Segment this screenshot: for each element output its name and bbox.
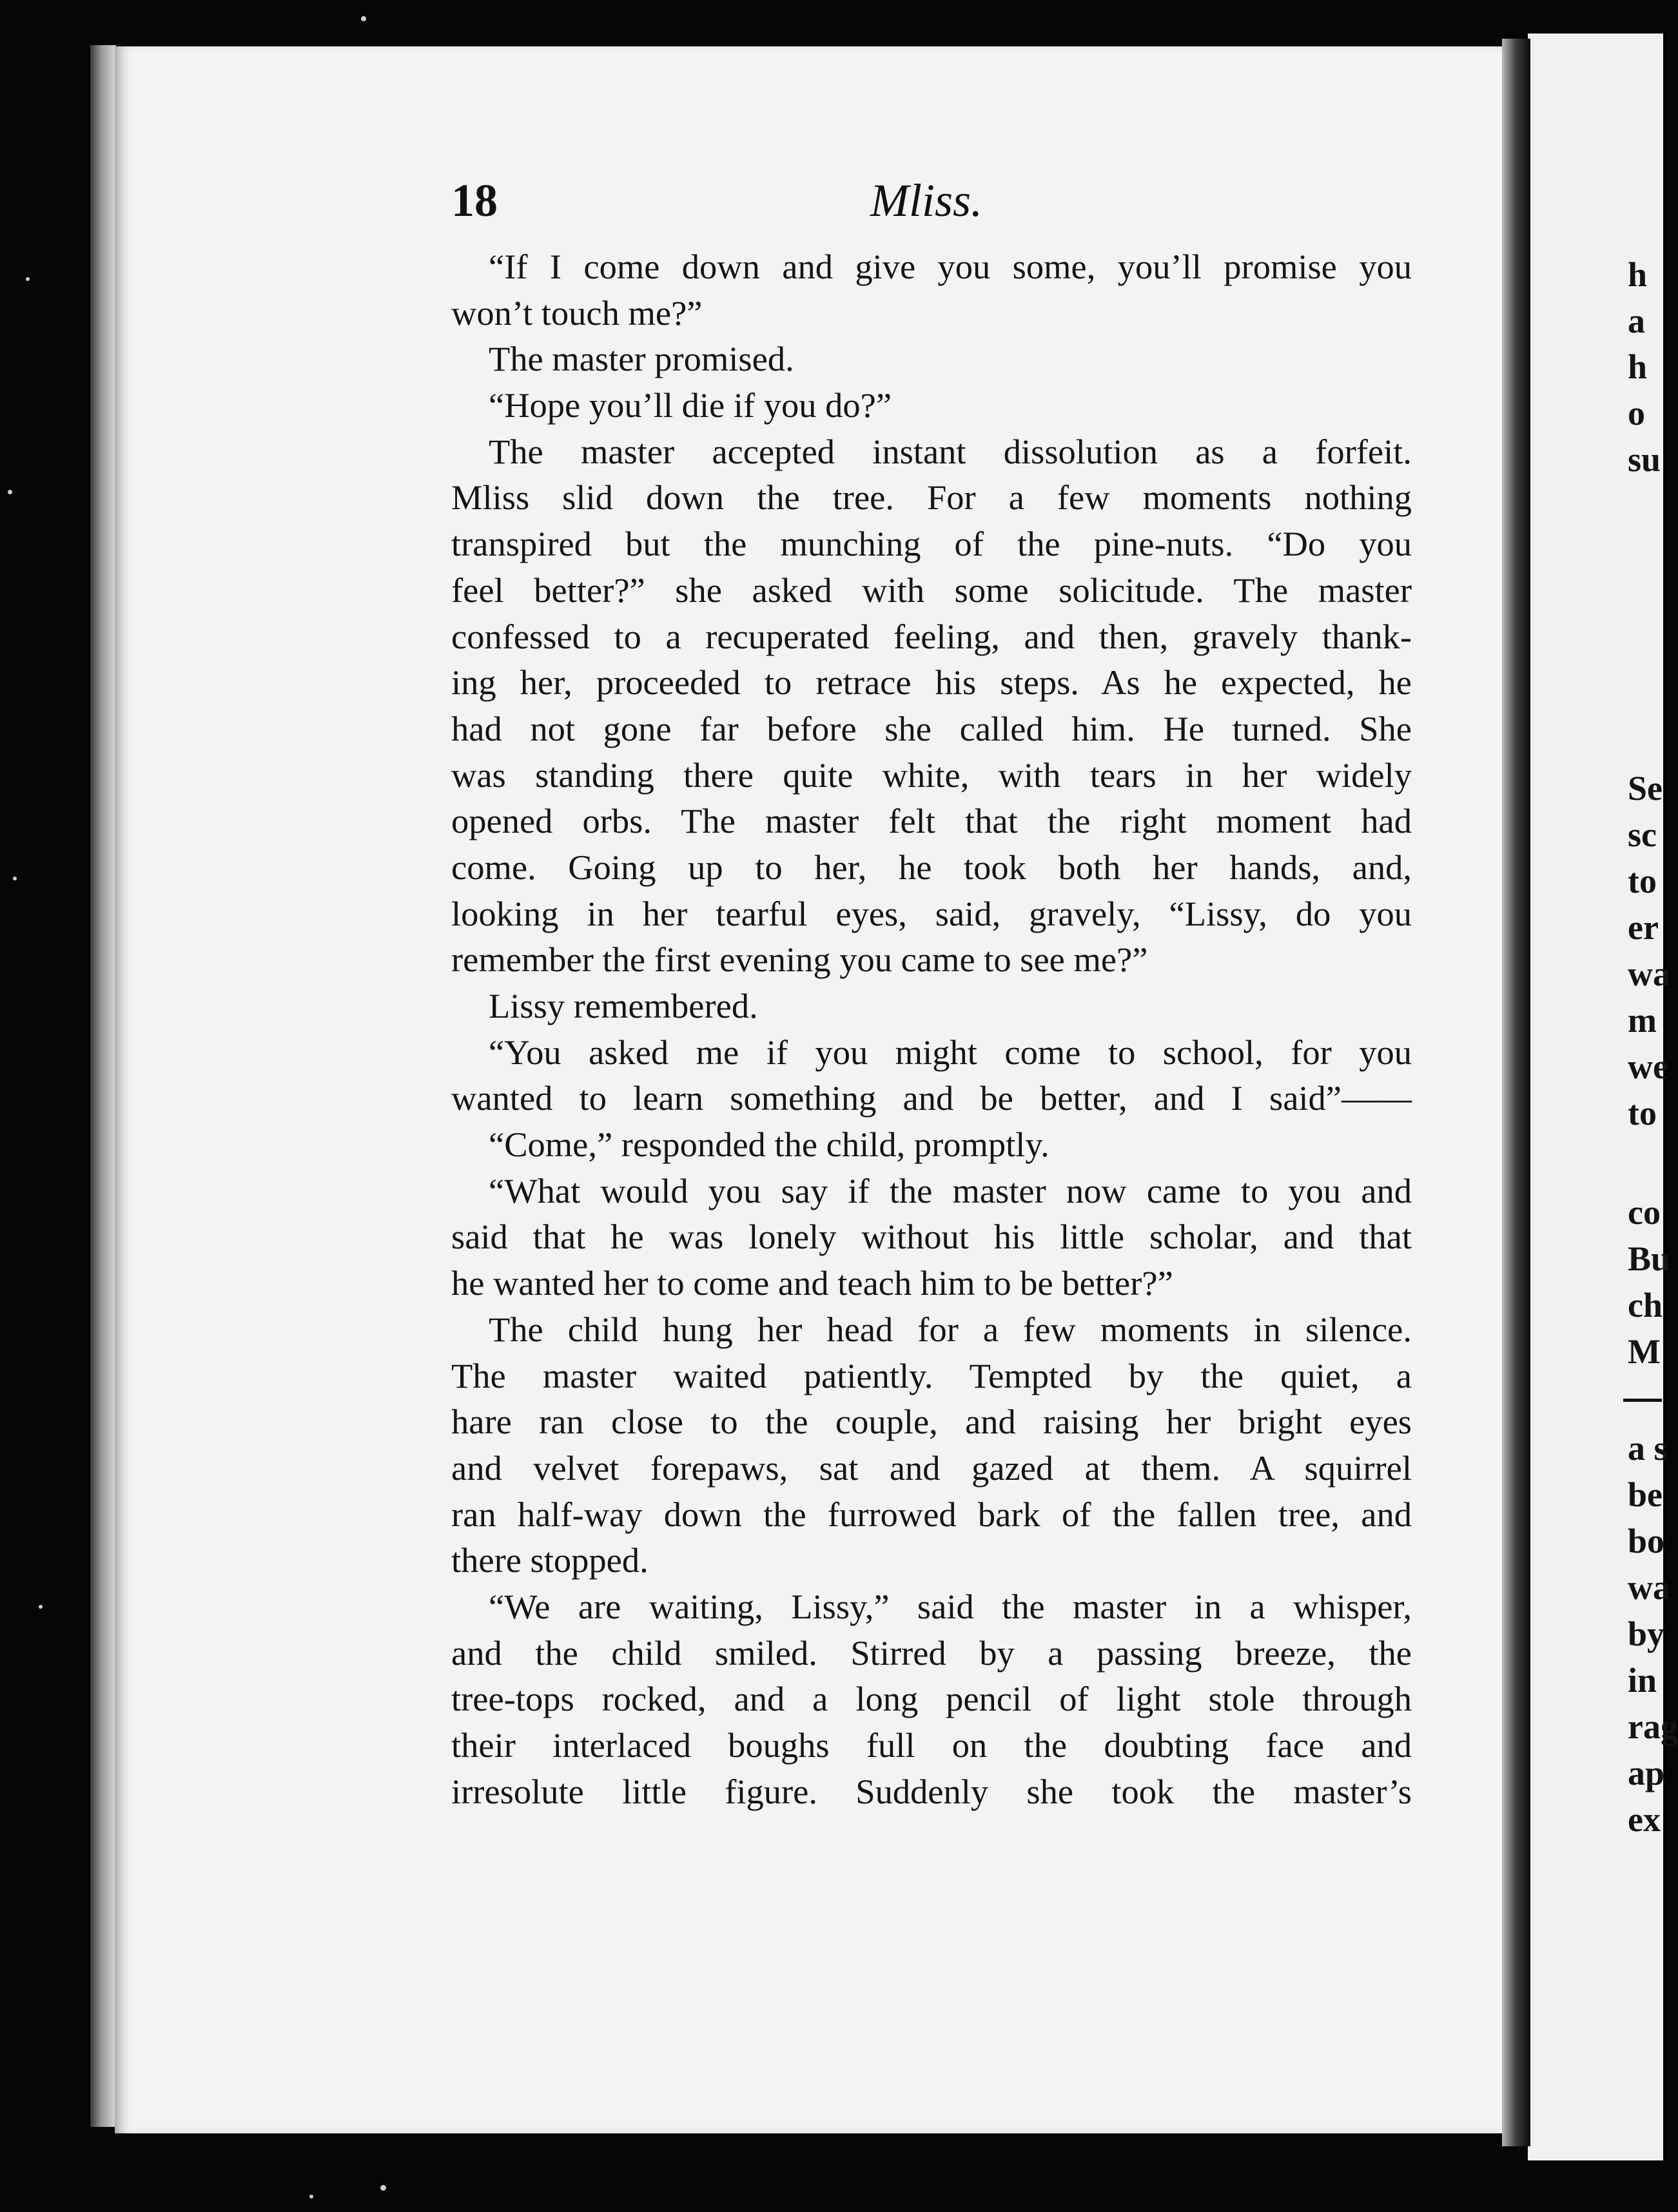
text-line: The child hung her head for a few moments in silence. (489, 1309, 1412, 1349)
scan-speck (309, 2195, 313, 2198)
fragment: o (1628, 394, 1645, 432)
facing-page-rule (1623, 1399, 1662, 1402)
fragment: to (1628, 1094, 1657, 1132)
fragment: co (1628, 1193, 1661, 1232)
fragment: we (1628, 1047, 1668, 1086)
scan-speck (26, 277, 30, 281)
fragment: wa (1628, 1568, 1670, 1607)
text-line: won’t touch me?” (451, 293, 703, 333)
text-line: had not gone far before she called him. He turned. She (451, 708, 1412, 748)
fragment: Bu (1628, 1239, 1671, 1278)
fragment: h (1628, 255, 1648, 294)
fragment: m (1628, 1001, 1657, 1040)
text-line: wanted to learn something and be better, and I said”—— (451, 1078, 1412, 1118)
text-line: was standing there quite white, with tears in her widely (451, 755, 1412, 795)
fragment: ap (1628, 1754, 1665, 1792)
text-line: tree-tops rocked, and a long pencil of light stole through (451, 1679, 1412, 1719)
text-line: “If I come down and give you some, you’ll promise you (489, 247, 1412, 286)
page-header (451, 174, 1418, 245)
text-line: The master waited patiently. Tempted by the quiet, a (451, 1355, 1412, 1395)
fragment: ex (1628, 1800, 1661, 1839)
text-line: opened orbs. The master felt that the right moment had (451, 801, 1412, 841)
text-line: remember the first evening you came to see me?” (451, 940, 1148, 980)
running-title: Mliss. (870, 175, 983, 226)
text-line: ing her, proceeded to retrace his steps. As he expected, he (451, 663, 1412, 703)
book-gutter (1502, 39, 1530, 2146)
scan-speck (13, 877, 17, 880)
scan-binding-edge (90, 45, 116, 2127)
text-line: and the child smiled. Stirred by a passing breeze, the (451, 1633, 1412, 1673)
fragment: a (1628, 302, 1645, 340)
fragment: ch (1628, 1286, 1663, 1324)
text-line: “Hope you’ll die if you do?” (489, 385, 892, 425)
text-line: said that he was lonely without his little scholar, and that (451, 1217, 1412, 1257)
fragment: by (1628, 1615, 1665, 1653)
fragment: er (1628, 908, 1659, 947)
fragment: wa (1628, 955, 1670, 993)
text-line: looking in her tearful eyes, said, gravely, “Lissy, do you (451, 893, 1412, 933)
text-line: The master accepted instant dissolution as a forfeit. (489, 431, 1412, 471)
scan-speck (8, 490, 12, 494)
text-line: “Come,” responded the child, promptly. (489, 1125, 1049, 1165)
fragment: be (1628, 1475, 1663, 1514)
fragment: sc (1628, 815, 1657, 854)
text-line: The master promised. (489, 339, 794, 379)
fragment: a s (1628, 1429, 1668, 1468)
facing-page-text-fragments (1628, 251, 1678, 1927)
page-body-text (451, 244, 1412, 1814)
text-line: “You asked me if you might come to school, for you (489, 1032, 1412, 1072)
fragment: to (1628, 862, 1657, 900)
text-line: he wanted her to come and teach him to be better?” (451, 1263, 1173, 1303)
fragment: Se (1628, 769, 1663, 808)
text-line: Lissy remembered. (489, 986, 758, 1025)
text-line: their interlaced boughs full on the doubting face and (451, 1725, 1412, 1765)
text-line: Mliss slid down the tree. For a few moments nothing (451, 478, 1412, 518)
scan-speck (361, 16, 366, 21)
text-line: ran half-way down the furrowed bark of the fallen tree, and (451, 1494, 1412, 1534)
fragment: bo (1628, 1522, 1665, 1560)
text-line: feel better?” she asked with some solicitude. The master (451, 570, 1412, 610)
text-line: confessed to a recuperated feeling, and then, gravely thank- (451, 616, 1412, 656)
scan-speck (380, 2185, 386, 2191)
text-line: and velvet forepaws, sat and gazed at them. A squirrel (451, 1448, 1412, 1488)
fragment: su (1628, 440, 1661, 479)
text-line: irresolute little figure. Suddenly she took the master’s (451, 1771, 1412, 1811)
text-line: transpired but the munching of the pine-nuts. “Do you (451, 524, 1412, 564)
fragment: M (1628, 1332, 1661, 1371)
text-line: “What would you say if the master now came to you and (489, 1170, 1412, 1210)
page-number: 18 (451, 175, 498, 226)
text-line: come. Going up to her, he took both her hands, and, (451, 847, 1412, 887)
text-line: there stopped. (451, 1540, 649, 1580)
scan-speck (39, 1605, 43, 1609)
fragment: rag (1628, 1707, 1678, 1746)
text-line: “We are waiting, Lissy,” said the master in a whisper, (489, 1586, 1412, 1626)
fragment: h (1628, 347, 1648, 386)
fragment: in (1628, 1661, 1657, 1700)
text-line: hare ran close to the couple, and raising her bright eyes (451, 1402, 1412, 1442)
